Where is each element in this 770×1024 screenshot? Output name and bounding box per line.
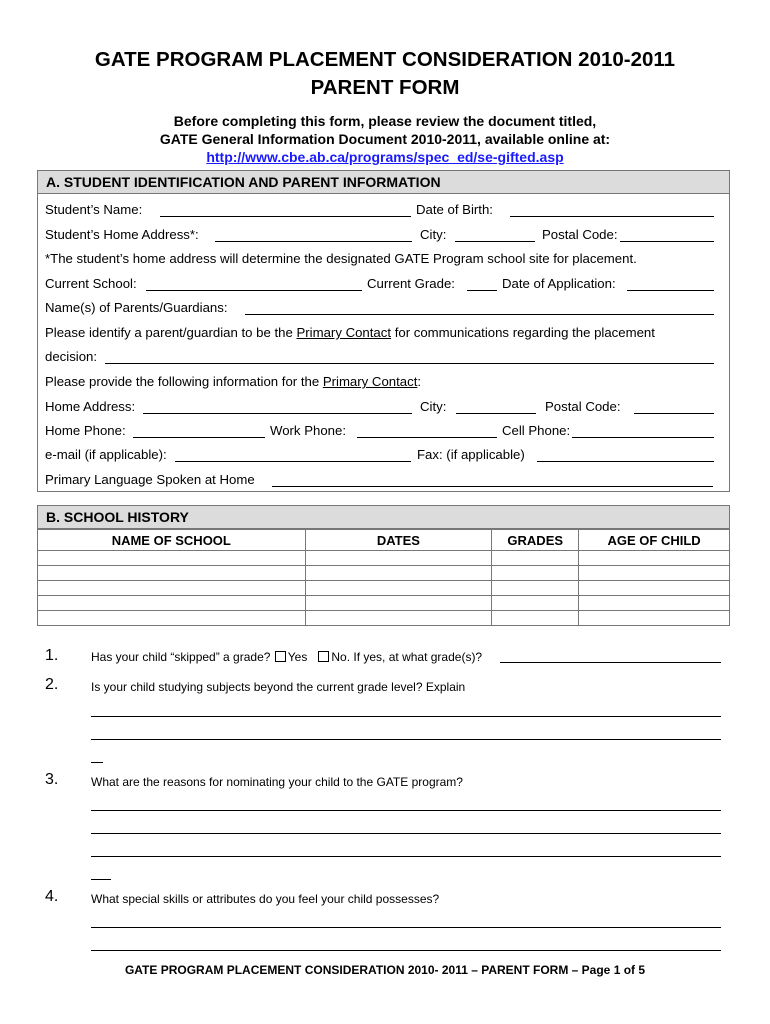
answer-2-line-3[interactable] xyxy=(91,762,103,763)
answer-4-line-2[interactable] xyxy=(91,950,721,951)
table-cell[interactable] xyxy=(579,596,730,611)
no-checkbox[interactable] xyxy=(318,651,329,662)
language-label: Primary Language Spoken at Home xyxy=(45,472,255,487)
answer-2-line-1[interactable] xyxy=(91,716,721,717)
answer-3-line-2[interactable] xyxy=(91,833,721,834)
work-phone-field[interactable] xyxy=(357,437,497,438)
fax-field[interactable] xyxy=(537,461,714,462)
intro-line-2: GATE General Information Document 2010-2011, available online at: xyxy=(159,131,611,147)
postal-code-field[interactable] xyxy=(620,241,714,242)
primary-city-field[interactable] xyxy=(456,413,536,414)
table-cell[interactable] xyxy=(38,596,306,611)
city-field[interactable] xyxy=(455,241,535,242)
answer-4-line-1[interactable] xyxy=(91,927,721,928)
table-row xyxy=(38,551,730,566)
city-label: City: xyxy=(420,227,447,242)
date-of-application-field[interactable] xyxy=(627,290,714,291)
dob-label: Date of Birth: xyxy=(416,202,493,217)
question-2-number: 2. xyxy=(45,676,59,693)
language-field[interactable] xyxy=(272,486,713,487)
intro-line-1: Before completing this form, please review the document titled, xyxy=(173,113,597,129)
postal-code-label: Postal Code: xyxy=(542,227,618,242)
answer-2-line-2[interactable] xyxy=(91,739,721,740)
table-cell[interactable] xyxy=(492,596,579,611)
table-cell[interactable] xyxy=(38,551,306,566)
table-cell[interactable] xyxy=(38,581,306,596)
table-header-row xyxy=(38,530,730,551)
current-grade-field[interactable] xyxy=(467,290,497,291)
dob-field[interactable] xyxy=(510,216,714,217)
home-address-label: Student’s Home Address*: xyxy=(45,227,199,242)
table-row xyxy=(38,581,730,596)
question-1-number: 1. xyxy=(45,647,59,664)
section-a-heading: A. STUDENT IDENTIFICATION AND PARENT INFORMATION xyxy=(37,170,730,194)
table-row xyxy=(38,566,730,581)
parents-names-label: Name(s) of Parents/Guardians: xyxy=(45,300,228,315)
answer-3-line-4[interactable] xyxy=(91,879,111,880)
answer-3-line-1[interactable] xyxy=(91,810,721,811)
home-phone-label: Home Phone: xyxy=(45,423,126,438)
email-label: e-mail (if applicable): xyxy=(45,447,167,462)
fax-label: Fax: (if applicable) xyxy=(417,447,525,462)
table-cell[interactable] xyxy=(38,566,306,581)
table-cell[interactable] xyxy=(579,566,730,581)
col-name-of-school: NAME OF SCHOOL xyxy=(38,530,306,551)
email-field[interactable] xyxy=(175,461,411,462)
current-grade-label: Current Grade: xyxy=(367,276,455,291)
table-cell[interactable] xyxy=(492,566,579,581)
col-age-of-child: AGE OF CHILD xyxy=(579,530,730,551)
address-note: *The student’s home address will determine the designated GATE Program school site for placement. xyxy=(45,251,637,266)
student-name-label: Student’s Name: xyxy=(45,202,143,217)
table-cell[interactable] xyxy=(492,581,579,596)
primary-postal-code-label: Postal Code: xyxy=(545,399,621,414)
home-phone-field[interactable] xyxy=(133,437,265,438)
col-grades: GRADES xyxy=(492,530,579,551)
cell-phone-field[interactable] xyxy=(572,437,714,438)
table-cell[interactable] xyxy=(305,581,492,596)
current-school-field[interactable] xyxy=(146,290,362,291)
info-document-link[interactable]: http://www.cbe.ab.ca/programs/spec_ed/se-gifted.asp xyxy=(206,149,564,165)
table-row xyxy=(38,611,730,626)
answer-3-line-3[interactable] xyxy=(91,856,721,857)
table-cell[interactable] xyxy=(579,611,730,626)
col-dates: DATES xyxy=(305,530,492,551)
page-footer: GATE PROGRAM PLACEMENT CONSIDERATION 2010- 2011 – PARENT FORM – Page 1 of 5 xyxy=(124,963,646,977)
skipped-grade-field[interactable] xyxy=(500,662,721,663)
current-school-label: Current School: xyxy=(45,276,137,291)
work-phone-label: Work Phone: xyxy=(270,423,346,438)
primary-contact-underlined: Primary Contact xyxy=(296,325,392,340)
question-1: Has your child “skipped” a grade? Yes No. If yes, at what grade(s)? xyxy=(91,650,483,664)
primary-contact-instruction: Please identify a parent/guardian to be the Primary Contact for communications regarding the placement xyxy=(45,325,655,340)
yes-checkbox[interactable] xyxy=(275,651,286,662)
form-title: GATE PROGRAM PLACEMENT CONSIDERATION 2010-2011 xyxy=(94,48,676,71)
primary-postal-code-field[interactable] xyxy=(634,413,714,414)
question-2-text: Is your child studying subjects beyond the current grade level? Explain xyxy=(91,680,466,694)
primary-home-address-field[interactable] xyxy=(143,413,412,414)
table-cell[interactable] xyxy=(579,581,730,596)
question-4-text: What special skills or attributes do you feel your child possesses? xyxy=(91,892,440,906)
table-cell[interactable] xyxy=(38,611,306,626)
decision-field[interactable] xyxy=(105,363,714,364)
table-cell[interactable] xyxy=(305,596,492,611)
decision-label: decision: xyxy=(45,349,98,364)
student-name-field[interactable] xyxy=(160,216,411,217)
parents-names-field[interactable] xyxy=(245,314,714,315)
table-cell[interactable] xyxy=(305,566,492,581)
primary-home-address-label: Home Address: xyxy=(45,399,136,414)
primary-city-label: City: xyxy=(420,399,447,414)
section-b-heading: B. SCHOOL HISTORY xyxy=(37,505,730,529)
date-of-application-label: Date of Application: xyxy=(502,276,616,291)
provide-info-instruction: Please provide the following information for the Primary Contact: xyxy=(45,374,422,389)
cell-phone-label: Cell Phone: xyxy=(502,423,571,438)
table-cell[interactable] xyxy=(492,551,579,566)
table-row xyxy=(38,596,730,611)
table-cell[interactable] xyxy=(305,611,492,626)
table-cell[interactable] xyxy=(492,611,579,626)
home-address-field[interactable] xyxy=(215,241,412,242)
table-cell[interactable] xyxy=(579,551,730,566)
intro-url-wrap xyxy=(0,149,770,165)
form-subtitle: PARENT FORM xyxy=(310,76,460,99)
table-cell[interactable] xyxy=(305,551,492,566)
question-3-number: 3. xyxy=(45,771,59,788)
school-history-table xyxy=(37,529,730,626)
question-4-number: 4. xyxy=(45,888,59,905)
question-3-text: What are the reasons for nominating your child to the GATE program? xyxy=(91,775,463,789)
primary-contact-underlined-2: Primary Contact xyxy=(322,374,418,389)
